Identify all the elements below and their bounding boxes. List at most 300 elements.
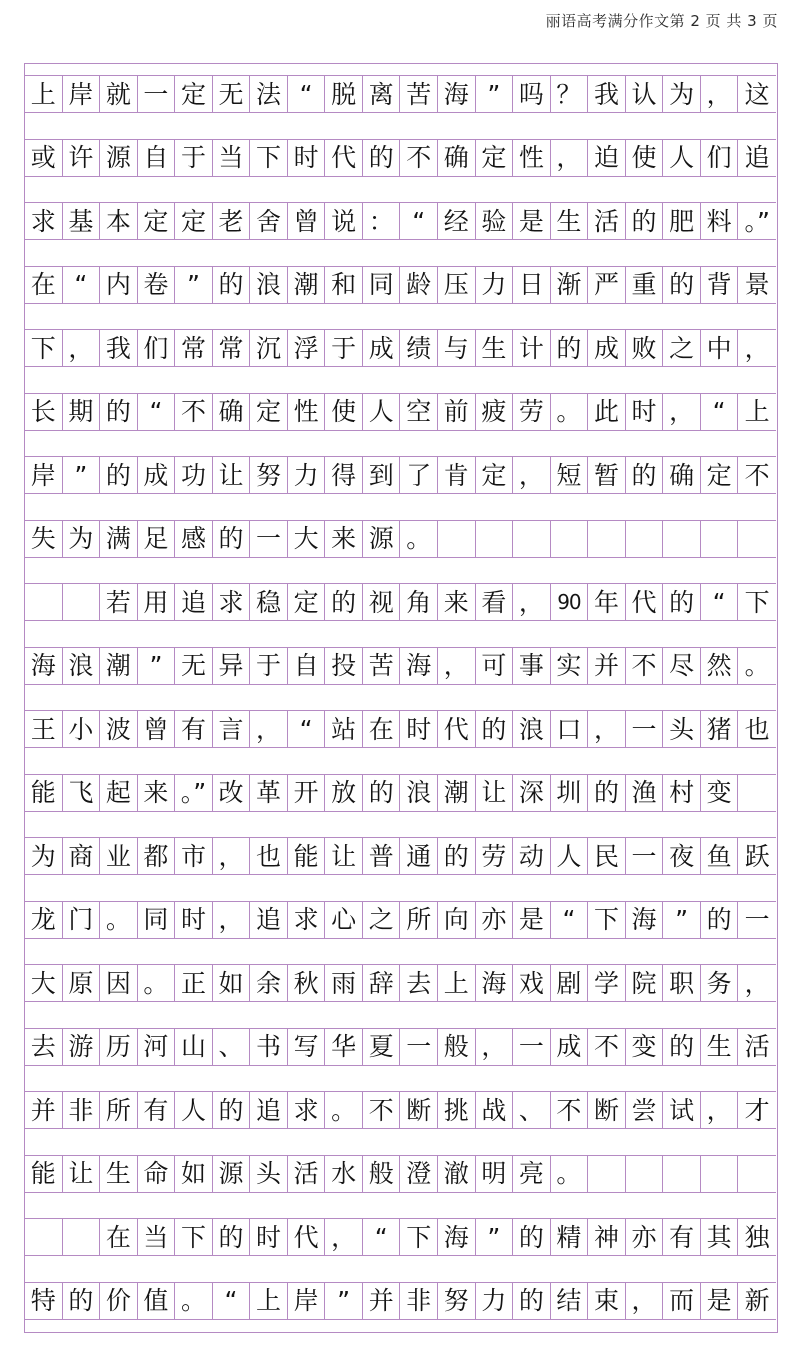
grid-cell: 秋 [288, 965, 326, 1001]
grid-cell: 让 [325, 838, 363, 874]
grid-cell: 改 [213, 775, 251, 811]
grid-cell: 在 [363, 711, 401, 747]
grid-cell: 。” [744, 206, 770, 236]
grid-cell: 绩 [400, 330, 438, 366]
grid-cell: 有 [138, 1092, 176, 1128]
grid-row [25, 901, 776, 939]
grid-cell: 严 [588, 267, 626, 303]
grid-cell: 职 [663, 965, 701, 1001]
grid-cell [588, 1156, 626, 1192]
grid-cell: 小 [63, 711, 101, 747]
grid-cell: 市 [175, 838, 213, 874]
grid-cell: 是 [513, 203, 551, 239]
grid-cell: 为 [25, 838, 63, 874]
grid-cell: 到 [363, 457, 401, 493]
grid-cell: 说 [325, 203, 363, 239]
grid-cell: 海 [626, 902, 664, 938]
grid-cell: ， [663, 394, 701, 430]
grid-cell: 在 [100, 1219, 138, 1255]
grid-cell: 使 [325, 394, 363, 430]
grid-cell: 投 [325, 648, 363, 684]
grid-cell: 于 [175, 140, 213, 176]
grid-cell: “ [400, 203, 438, 239]
grid-cell: 用 [138, 584, 176, 620]
grid-row [25, 647, 776, 685]
grid-cell: 之 [663, 330, 701, 366]
grid-cell: 浪 [513, 711, 551, 747]
grid-cell: 中 [701, 330, 739, 366]
grid-cell: 海 [25, 648, 63, 684]
grid-cell: 、 [513, 1092, 551, 1128]
grid-cell: 或 [25, 140, 63, 176]
grid-cell: 都 [138, 838, 176, 874]
grid-cell: 异 [213, 648, 251, 684]
grid-cell: 肯 [438, 457, 476, 493]
grid-cell: 特 [25, 1283, 63, 1319]
essay-grid-sheet [24, 63, 778, 1333]
grid-cell: 稳 [250, 584, 288, 620]
grid-cell: 成 [363, 330, 401, 366]
grid-cell: 的 [513, 1283, 551, 1319]
grid-cell: 结 [551, 1283, 589, 1319]
grid-cell: ， [588, 711, 626, 747]
grid-cell: 浪 [400, 775, 438, 811]
grid-cell: 亦 [476, 902, 514, 938]
grid-cell: 沉 [250, 330, 288, 366]
grid-cell: 是 [701, 1283, 739, 1319]
grid-cell: 并 [363, 1283, 401, 1319]
grid-cell: 成 [588, 330, 626, 366]
grid-cell: 。 [400, 521, 438, 557]
grid-cell [25, 584, 63, 620]
grid-cell [551, 521, 589, 557]
grid-cell: 劳 [513, 394, 551, 430]
grid-cell: 民 [588, 838, 626, 874]
grid-cell: 时 [400, 711, 438, 747]
grid-cell: 口 [551, 711, 589, 747]
grid-cell: 定 [138, 203, 176, 239]
grid-cell: 足 [138, 521, 176, 557]
grid-cell: 下 [744, 587, 770, 617]
grid-row [25, 202, 776, 240]
grid-cell: 戏 [513, 965, 551, 1001]
grid-cell: 水 [325, 1156, 363, 1192]
grid-cell: 力 [476, 1283, 514, 1319]
grid-cell: 革 [250, 775, 288, 811]
grid-cell [513, 521, 551, 557]
grid-cell: “ [213, 1283, 251, 1319]
grid-cell: 的 [663, 267, 701, 303]
grid-cell: 本 [100, 203, 138, 239]
grid-cell: 是 [513, 902, 551, 938]
grid-cell: 于 [325, 330, 363, 366]
grid-cell: 与 [438, 330, 476, 366]
grid-cell: 海 [438, 1219, 476, 1255]
grid-cell: 当 [138, 1219, 176, 1255]
grid-cell: 的 [213, 521, 251, 557]
grid-cell: 的 [213, 1219, 251, 1255]
grid-cell: 值 [138, 1283, 176, 1319]
grid-cell: 上 [25, 76, 63, 112]
grid-cell: 独 [744, 1222, 770, 1252]
grid-cell: 圳 [551, 775, 589, 811]
grid-cell: 澈 [438, 1156, 476, 1192]
grid-cell: ， [476, 1029, 514, 1065]
grid-cell: 人 [551, 838, 589, 874]
grid-cell: 重 [626, 267, 664, 303]
grid-row [25, 1155, 776, 1193]
grid-cell: 余 [250, 965, 288, 1001]
grid-cell [663, 1156, 701, 1192]
grid-cell: 背 [701, 267, 739, 303]
grid-cell: 命 [138, 1156, 176, 1192]
grid-cell: 尽 [663, 648, 701, 684]
grid-cell: 求 [288, 902, 326, 938]
grid-cell: 并 [25, 1092, 63, 1128]
grid-cell: 实 [551, 648, 589, 684]
grid-cell: 大 [288, 521, 326, 557]
grid-cell: 的 [663, 584, 701, 620]
grid-cell: 变 [626, 1029, 664, 1065]
grid-cell: ， [213, 838, 251, 874]
grid-cell: 亮 [513, 1156, 551, 1192]
grid-cell: 让 [213, 457, 251, 493]
grid-cell: 通 [400, 838, 438, 874]
grid-cell [663, 521, 701, 557]
grid-cell: 一 [626, 711, 664, 747]
grid-cell: 潮 [288, 267, 326, 303]
grid-cell: 定 [476, 457, 514, 493]
grid-cell: 离 [363, 76, 401, 112]
grid-cell: 角 [400, 584, 438, 620]
grid-cell: 的 [363, 140, 401, 176]
grid-cell: 确 [213, 394, 251, 430]
grid-cell: 然 [701, 648, 739, 684]
grid-cell: 视 [363, 584, 401, 620]
grid-cell: 不 [175, 394, 213, 430]
grid-cell: 非 [63, 1092, 101, 1128]
grid-cell: 人 [663, 140, 701, 176]
grid-cell: 定 [175, 76, 213, 112]
grid-cell: 内 [100, 267, 138, 303]
grid-cell: 试 [663, 1092, 701, 1128]
grid-cell: 新 [744, 1286, 770, 1315]
grid-cell: ， [63, 330, 101, 366]
grid-cell: 于 [250, 648, 288, 684]
grid-cell: ， [325, 1219, 363, 1255]
grid-cell: 追 [250, 902, 288, 938]
grid-cell: 苦 [400, 76, 438, 112]
grid-cell: 定 [250, 394, 288, 430]
grid-cell: 夜 [663, 838, 701, 874]
grid-cell: 岸 [25, 457, 63, 493]
grid-cell: 挑 [438, 1092, 476, 1128]
grid-cell: 疲 [476, 394, 514, 430]
grid-cell: 务 [701, 965, 739, 1001]
grid-cell: 得 [325, 457, 363, 493]
grid-cell: 求 [288, 1092, 326, 1128]
grid-cell: 期 [63, 394, 101, 430]
grid-cell: 前 [438, 394, 476, 430]
grid-cell: 般 [363, 1156, 401, 1192]
grid-cell: 生 [100, 1156, 138, 1192]
grid-cell: 劳 [476, 838, 514, 874]
grid-cell: 们 [138, 330, 176, 366]
grid-cell: 追 [744, 143, 770, 172]
grid-cell: 迫 [588, 140, 626, 176]
grid-row [25, 583, 776, 621]
grid-cell: 的 [626, 203, 664, 239]
grid-cell: 王 [25, 711, 63, 747]
grid-row [25, 964, 776, 1002]
grid-cell: 生 [551, 203, 589, 239]
grid-cell: 代 [626, 584, 664, 620]
grid-cell: 书 [250, 1029, 288, 1065]
grid-cell: “ [701, 394, 739, 430]
grid-cell: 来 [325, 521, 363, 557]
grid-cell: 压 [438, 267, 476, 303]
grid-cell: 下 [400, 1219, 438, 1255]
grid-cell: 年 [588, 584, 626, 620]
grid-cell: 了 [400, 457, 438, 493]
grid-row [25, 710, 776, 748]
grid-cell: 潮 [100, 648, 138, 684]
grid-cell: 渔 [626, 775, 664, 811]
grid-cell: 言 [213, 711, 251, 747]
grid-cell: ， [213, 902, 251, 938]
grid-cell: 下 [588, 902, 626, 938]
grid-cell: 院 [626, 965, 664, 1001]
grid-cell: 学 [588, 965, 626, 1001]
grid-cell: 动 [513, 838, 551, 874]
grid-cell: 站 [325, 711, 363, 747]
grid-cell: 其 [701, 1219, 739, 1255]
grid-cell: 不 [363, 1092, 401, 1128]
grid-cell: 下 [250, 140, 288, 176]
grid-cell [701, 521, 739, 557]
grid-cell: 能 [25, 775, 63, 811]
grid-cell: 。 [325, 1092, 363, 1128]
grid-cell: 追 [250, 1092, 288, 1128]
grid-cell: 一 [250, 521, 288, 557]
grid-cell: 原 [63, 965, 101, 1001]
grid-cell: ， [551, 140, 589, 176]
grid-cell: 华 [325, 1029, 363, 1065]
grid-cell: 我 [100, 330, 138, 366]
grid-cell: 断 [400, 1092, 438, 1128]
grid-cell: 们 [701, 140, 739, 176]
grid-cell: 龄 [400, 267, 438, 303]
grid-cell: 卷 [138, 267, 176, 303]
grid-cell: 不 [626, 648, 664, 684]
grid-row [25, 329, 776, 367]
grid-cell: 变 [701, 775, 739, 811]
grid-cell: 失 [25, 521, 63, 557]
grid-cell: 亦 [626, 1219, 664, 1255]
grid-cell: 的 [551, 330, 589, 366]
grid-cell: 明 [476, 1156, 514, 1192]
grid-cell: 精 [551, 1219, 589, 1255]
grid-cell: “ [288, 76, 326, 112]
grid-cell: 鱼 [701, 838, 739, 874]
grid-cell: 这 [744, 79, 770, 109]
grid-cell: 生 [476, 330, 514, 366]
grid-cell: 。 [138, 965, 176, 1001]
grid-cell [63, 584, 101, 620]
grid-cell: 代 [288, 1219, 326, 1255]
grid-cell: 时 [250, 1219, 288, 1255]
grid-cell: 定 [476, 140, 514, 176]
grid-cell: 感 [175, 521, 213, 557]
grid-cell [588, 521, 626, 557]
grid-cell: 法 [250, 76, 288, 112]
grid-cell: 同 [363, 267, 401, 303]
grid-cell: 定 [288, 584, 326, 620]
grid-cell: 时 [175, 902, 213, 938]
grid-cell: 曾 [288, 203, 326, 239]
grid-cell: 舍 [250, 203, 288, 239]
grid-cell: 渐 [551, 267, 589, 303]
grid-cell: 的 [626, 457, 664, 493]
grid-cell: “ [701, 584, 739, 620]
grid-cell: 暂 [588, 457, 626, 493]
grid-cell: 如 [175, 1156, 213, 1192]
grid-cell: 所 [400, 902, 438, 938]
grid-cell: 。 [744, 651, 770, 680]
grid-cell: 常 [175, 330, 213, 366]
grid-cell: 夏 [363, 1029, 401, 1065]
grid-cell: 验 [476, 203, 514, 239]
grid-cell: 事 [513, 648, 551, 684]
grid-cell: 人 [363, 394, 401, 430]
grid-cell: 的 [438, 838, 476, 874]
grid-cell: ： [363, 203, 401, 239]
grid-cell: 剧 [551, 965, 589, 1001]
grid-cell: 为 [663, 76, 701, 112]
grid-cell: 向 [438, 902, 476, 938]
grid-cell: 的 [513, 1219, 551, 1255]
grid-cell: 让 [476, 775, 514, 811]
grid-cell: 认 [626, 76, 664, 112]
grid-cell: 非 [400, 1283, 438, 1319]
grid-cell: 力 [476, 267, 514, 303]
grid-row [25, 1028, 776, 1066]
grid-cell: 同 [138, 902, 176, 938]
grid-cell: 追 [175, 584, 213, 620]
grid-row [25, 266, 776, 304]
grid-cell [438, 521, 476, 557]
grid-cell: 开 [288, 775, 326, 811]
grid-cell: 般 [438, 1029, 476, 1065]
grid-cell: ， [744, 968, 770, 998]
grid-cell: 努 [438, 1283, 476, 1319]
grid-cell: ， [438, 648, 476, 684]
grid-cell: 看 [476, 584, 514, 620]
grid-cell: 大 [25, 965, 63, 1001]
grid-cell: 可 [476, 648, 514, 684]
grid-cell: 神 [588, 1219, 626, 1255]
grid-cell: 吗 [513, 76, 551, 112]
grid-cell: 老 [213, 203, 251, 239]
grid-cell: 许 [63, 140, 101, 176]
grid-cell: 波 [100, 711, 138, 747]
grid-cell: ” [476, 76, 514, 112]
grid-cell: 的 [213, 1092, 251, 1128]
grid-cell: 活 [288, 1156, 326, 1192]
grid-cell: 去 [25, 1029, 63, 1065]
grid-cell: 有 [663, 1219, 701, 1255]
grid-cell: 岸 [63, 76, 101, 112]
grid-cell: 的 [363, 775, 401, 811]
grid-cell: 浪 [63, 648, 101, 684]
grid-row [25, 774, 776, 812]
grid-cell: 的 [663, 1029, 701, 1065]
grid-row [25, 75, 776, 113]
grid-cell [476, 521, 514, 557]
grid-cell: 潮 [438, 775, 476, 811]
grid-cell: 不 [551, 1092, 589, 1128]
grid-cell: 价 [100, 1283, 138, 1319]
grid-cell: ” [63, 457, 101, 493]
grid-cell: 下 [175, 1219, 213, 1255]
grid-cell: 使 [626, 140, 664, 176]
grid-cell: 性 [513, 140, 551, 176]
grid-cell: 业 [100, 838, 138, 874]
grid-cell: 的 [63, 1283, 101, 1319]
grid-row [25, 1218, 776, 1256]
grid-cell: 空 [400, 394, 438, 430]
grid-cell: 活 [588, 203, 626, 239]
grid-cell: 力 [288, 457, 326, 493]
grid-cell: 脱 [325, 76, 363, 112]
grid-cell: 常 [213, 330, 251, 366]
grid-cell: 浮 [288, 330, 326, 366]
grid-cell: 束 [588, 1283, 626, 1319]
grid-row [25, 139, 776, 177]
grid-cell: 求 [213, 584, 251, 620]
grid-cell: 的 [325, 584, 363, 620]
grid-cell: 头 [250, 1156, 288, 1192]
grid-cell: 让 [63, 1156, 101, 1192]
grid-cell: 河 [138, 1029, 176, 1065]
grid-cell: 上 [250, 1283, 288, 1319]
grid-cell: ？ [551, 76, 589, 112]
grid-cell: 心 [325, 902, 363, 938]
grid-cell: 所 [100, 1092, 138, 1128]
grid-cell: 辞 [363, 965, 401, 1001]
grid-cell [25, 1219, 63, 1255]
grid-cell: “ [138, 394, 176, 430]
grid-cell: 定 [701, 457, 739, 493]
page-header: 丽语高考满分作文第 2 页 共 3 页 [545, 12, 778, 30]
grid-cell: 海 [438, 76, 476, 112]
grid-cell: 猪 [701, 711, 739, 747]
grid-cell: 成 [138, 457, 176, 493]
grid-cell: 时 [288, 140, 326, 176]
grid-cell: ， [626, 1283, 664, 1319]
grid-cell: 功 [175, 457, 213, 493]
grid-cell: 生 [701, 1029, 739, 1065]
grid-cell: 普 [363, 838, 401, 874]
grid-cell: 来 [438, 584, 476, 620]
grid-cell: ” [175, 267, 213, 303]
grid-cell: 的 [588, 775, 626, 811]
grid-cell: 求 [25, 203, 63, 239]
grid-cell: 因 [100, 965, 138, 1001]
grid-cell: 商 [63, 838, 101, 874]
grid-cell: 时 [626, 394, 664, 430]
grid-cell: ” [325, 1283, 363, 1319]
